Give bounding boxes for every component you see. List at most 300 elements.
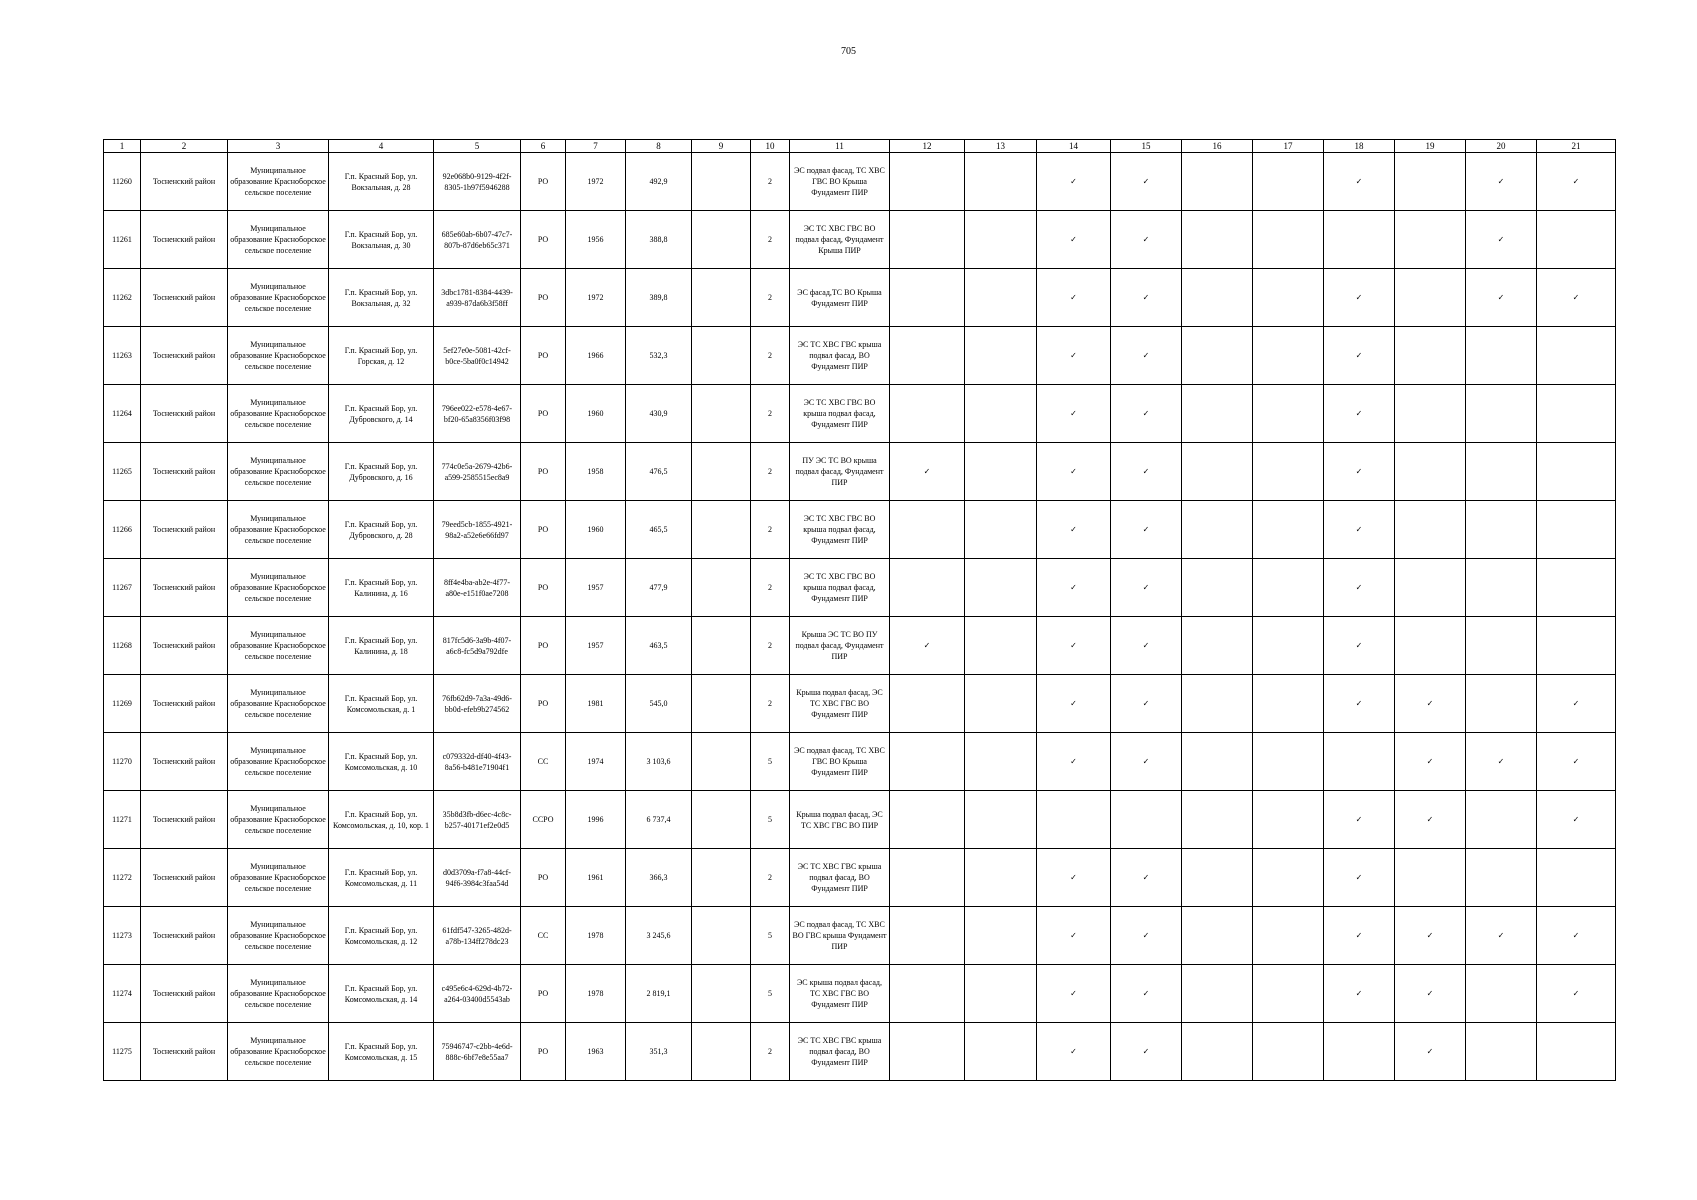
area-cell: 477,9 <box>626 559 692 617</box>
col18-mark: ✓ <box>1324 675 1395 733</box>
area-cell: 492,9 <box>626 153 692 211</box>
col17-mark <box>1253 1023 1324 1081</box>
col13-mark <box>965 675 1037 733</box>
col19-mark: ✓ <box>1395 907 1466 965</box>
col14-mark: ✓ <box>1037 617 1111 675</box>
col21-mark <box>1537 501 1616 559</box>
guid-cell: 774c0e5a-2679-42b6-a599-2585515ec8a9 <box>434 443 521 501</box>
area-cell: 366,3 <box>626 849 692 907</box>
guid-cell: d0d3709a-f7a8-44cf-94f6-3984c3faa54d <box>434 849 521 907</box>
guid-cell: 8ff4e4ba-ab2e-4f77-a80e-e151f0ae7208 <box>434 559 521 617</box>
register-table <box>103 139 1616 1081</box>
col13-mark <box>965 1023 1037 1081</box>
municipality-cell: Муниципальное образование Красноборское сельское поселение <box>228 733 329 791</box>
col20-mark <box>1466 385 1537 443</box>
table-row <box>104 965 1616 1023</box>
table-row <box>104 443 1616 501</box>
col17-mark <box>1253 733 1324 791</box>
table-row <box>104 153 1616 211</box>
col16-mark <box>1182 153 1253 211</box>
col15-mark: ✓ <box>1111 269 1182 327</box>
year-cell: 1960 <box>566 501 626 559</box>
column-header-8: 8 <box>626 140 692 153</box>
area-cell: 6 737,4 <box>626 791 692 849</box>
col14-mark: ✓ <box>1037 965 1111 1023</box>
col17-mark <box>1253 675 1324 733</box>
address-cell: Г.п. Красный Бор, ул. Дубровского, д. 16 <box>329 443 434 501</box>
col14-mark: ✓ <box>1037 675 1111 733</box>
col15-mark: ✓ <box>1111 965 1182 1023</box>
district-cell: Тосненский район <box>141 849 228 907</box>
col13-mark <box>965 559 1037 617</box>
col20-mark <box>1466 559 1537 617</box>
type-cell: РО <box>521 211 566 269</box>
table-row <box>104 385 1616 443</box>
col16-mark <box>1182 907 1253 965</box>
col18-mark <box>1324 733 1395 791</box>
floors-cell: 2 <box>751 675 790 733</box>
col18-mark: ✓ <box>1324 501 1395 559</box>
col12-mark <box>890 1023 965 1081</box>
guid-cell: 3dbc1781-8384-4439-a939-87da6b3f58ff <box>434 269 521 327</box>
works-cell: Крыша подвал фасад, ЭС ТС ХВС ГВС ВО ПИР <box>790 791 890 849</box>
col16-mark <box>1182 385 1253 443</box>
area-cell: 3 103,6 <box>626 733 692 791</box>
col20-mark <box>1466 617 1537 675</box>
floors-cell: 2 <box>751 327 790 385</box>
guid-cell: c495e6c4-629d-4b72-a264-03400d5543ab <box>434 965 521 1023</box>
col19-mark <box>1395 849 1466 907</box>
table-row <box>104 733 1616 791</box>
row-id-cell: 11262 <box>104 269 141 327</box>
municipality-cell: Муниципальное образование Красноборское сельское поселение <box>228 153 329 211</box>
district-cell: Тосненский район <box>141 443 228 501</box>
col16-mark <box>1182 733 1253 791</box>
municipality-cell: Муниципальное образование Красноборское сельское поселение <box>228 675 329 733</box>
col18-mark: ✓ <box>1324 385 1395 443</box>
col20-mark <box>1466 791 1537 849</box>
col13-mark <box>965 733 1037 791</box>
column-header-10: 10 <box>751 140 790 153</box>
col9-cell <box>692 501 751 559</box>
column-header-12: 12 <box>890 140 965 153</box>
municipality-cell: Муниципальное образование Красноборское сельское поселение <box>228 443 329 501</box>
col14-mark: ✓ <box>1037 327 1111 385</box>
floors-cell: 2 <box>751 269 790 327</box>
col20-mark <box>1466 849 1537 907</box>
col20-mark <box>1466 965 1537 1023</box>
col12-mark <box>890 327 965 385</box>
col19-mark <box>1395 153 1466 211</box>
col13-mark <box>965 153 1037 211</box>
col15-mark: ✓ <box>1111 907 1182 965</box>
col12-mark <box>890 907 965 965</box>
col12-mark <box>890 849 965 907</box>
address-cell: Г.п. Красный Бор, ул. Горская, д. 12 <box>329 327 434 385</box>
col17-mark <box>1253 559 1324 617</box>
district-cell: Тосненский район <box>141 733 228 791</box>
col17-mark <box>1253 153 1324 211</box>
floors-cell: 2 <box>751 617 790 675</box>
col18-mark: ✓ <box>1324 269 1395 327</box>
row-id-cell: 11272 <box>104 849 141 907</box>
col13-mark <box>965 501 1037 559</box>
year-cell: 1963 <box>566 1023 626 1081</box>
floors-cell: 5 <box>751 733 790 791</box>
col13-mark <box>965 385 1037 443</box>
works-cell: ЭС ТС ХВС ГВС ВО крыша подвал фасад, Фундамент ПИР <box>790 385 890 443</box>
works-cell: ЭС ТС ХВС ГВС ВО подвал фасад, Фундамент Крыша ПИР <box>790 211 890 269</box>
address-cell: Г.п. Красный Бор, ул. Калинина, д. 16 <box>329 559 434 617</box>
row-id-cell: 11265 <box>104 443 141 501</box>
col9-cell <box>692 907 751 965</box>
col15-mark: ✓ <box>1111 559 1182 617</box>
municipality-cell: Муниципальное образование Красноборское сельское поселение <box>228 791 329 849</box>
floors-cell: 2 <box>751 559 790 617</box>
address-cell: Г.п. Красный Бор, ул. Комсомольская, д. 11 <box>329 849 434 907</box>
district-cell: Тосненский район <box>141 965 228 1023</box>
col20-mark: ✓ <box>1466 269 1537 327</box>
column-header-15: 15 <box>1111 140 1182 153</box>
municipality-cell: Муниципальное образование Красноборское сельское поселение <box>228 211 329 269</box>
year-cell: 1996 <box>566 791 626 849</box>
column-header-14: 14 <box>1037 140 1111 153</box>
col9-cell <box>692 675 751 733</box>
district-cell: Тосненский район <box>141 907 228 965</box>
district-cell: Тосненский район <box>141 153 228 211</box>
col14-mark: ✓ <box>1037 269 1111 327</box>
area-cell: 389,8 <box>626 269 692 327</box>
col9-cell <box>692 443 751 501</box>
year-cell: 1972 <box>566 153 626 211</box>
address-cell: Г.п. Красный Бор, ул. Комсомольская, д. 15 <box>329 1023 434 1081</box>
col21-mark: ✓ <box>1537 153 1616 211</box>
guid-cell: 79eed5cb-1855-4921-98a2-a52e6e66fd97 <box>434 501 521 559</box>
area-cell: 465,5 <box>626 501 692 559</box>
row-id-cell: 11266 <box>104 501 141 559</box>
works-cell: Крыша ЭС ТС ВО ПУ подвал фасад, Фундамент ПИР <box>790 617 890 675</box>
row-id-cell: 11268 <box>104 617 141 675</box>
col17-mark <box>1253 385 1324 443</box>
col21-mark <box>1537 559 1616 617</box>
area-cell: 430,9 <box>626 385 692 443</box>
guid-cell: 817fc5d6-3a9b-4f07-a6c8-fc5d9a792dfe <box>434 617 521 675</box>
district-cell: Тосненский район <box>141 675 228 733</box>
area-cell: 3 245,6 <box>626 907 692 965</box>
col16-mark <box>1182 965 1253 1023</box>
year-cell: 1972 <box>566 269 626 327</box>
table-row <box>104 211 1616 269</box>
col18-mark: ✓ <box>1324 153 1395 211</box>
col14-mark: ✓ <box>1037 211 1111 269</box>
row-id-cell: 11275 <box>104 1023 141 1081</box>
col12-mark <box>890 269 965 327</box>
column-header-3: 3 <box>228 140 329 153</box>
table-row <box>104 269 1616 327</box>
col12-mark: ✓ <box>890 443 965 501</box>
col14-mark: ✓ <box>1037 907 1111 965</box>
col16-mark <box>1182 617 1253 675</box>
col18-mark: ✓ <box>1324 791 1395 849</box>
address-cell: Г.п. Красный Бор, ул. Комсомольская, д. 10 <box>329 733 434 791</box>
col9-cell <box>692 849 751 907</box>
col14-mark: ✓ <box>1037 559 1111 617</box>
year-cell: 1981 <box>566 675 626 733</box>
column-number-row <box>104 140 1616 153</box>
type-cell: РО <box>521 153 566 211</box>
type-cell: РО <box>521 1023 566 1081</box>
col13-mark <box>965 907 1037 965</box>
district-cell: Тосненский район <box>141 1023 228 1081</box>
column-header-6: 6 <box>521 140 566 153</box>
row-id-cell: 11271 <box>104 791 141 849</box>
address-cell: Г.п. Красный Бор, ул. Комсомольская, д. 14 <box>329 965 434 1023</box>
type-cell: СС <box>521 907 566 965</box>
table-row <box>104 791 1616 849</box>
col20-mark: ✓ <box>1466 211 1537 269</box>
column-header-7: 7 <box>566 140 626 153</box>
col13-mark <box>965 965 1037 1023</box>
column-header-13: 13 <box>965 140 1037 153</box>
col16-mark <box>1182 501 1253 559</box>
works-cell: ЭС ТС ХВС ГВС ВО крыша подвал фасад, Фундамент ПИР <box>790 501 890 559</box>
col9-cell <box>692 559 751 617</box>
area-cell: 463,5 <box>626 617 692 675</box>
col14-mark: ✓ <box>1037 443 1111 501</box>
col17-mark <box>1253 617 1324 675</box>
col9-cell <box>692 617 751 675</box>
col19-mark: ✓ <box>1395 1023 1466 1081</box>
col15-mark: ✓ <box>1111 501 1182 559</box>
col19-mark <box>1395 269 1466 327</box>
floors-cell: 5 <box>751 965 790 1023</box>
col15-mark: ✓ <box>1111 327 1182 385</box>
col21-mark <box>1537 1023 1616 1081</box>
col17-mark <box>1253 501 1324 559</box>
col21-mark: ✓ <box>1537 907 1616 965</box>
row-id-cell: 11273 <box>104 907 141 965</box>
col14-mark: ✓ <box>1037 733 1111 791</box>
year-cell: 1956 <box>566 211 626 269</box>
column-header-16: 16 <box>1182 140 1253 153</box>
guid-cell: 5ef27e0e-5081-42cf-b0ce-5ba0f0c14942 <box>434 327 521 385</box>
municipality-cell: Муниципальное образование Красноборское сельское поселение <box>228 327 329 385</box>
municipality-cell: Муниципальное образование Красноборское сельское поселение <box>228 385 329 443</box>
col12-mark <box>890 675 965 733</box>
col20-mark <box>1466 1023 1537 1081</box>
year-cell: 1961 <box>566 849 626 907</box>
works-cell: ЭС ТС ХВС ГВС ВО крыша подвал фасад, Фундамент ПИР <box>790 559 890 617</box>
type-cell: РО <box>521 849 566 907</box>
floors-cell: 5 <box>751 791 790 849</box>
address-cell: Г.п. Красный Бор, ул. Дубровского, д. 28 <box>329 501 434 559</box>
district-cell: Тосненский район <box>141 327 228 385</box>
col21-mark <box>1537 211 1616 269</box>
col17-mark <box>1253 211 1324 269</box>
col16-mark <box>1182 559 1253 617</box>
municipality-cell: Муниципальное образование Красноборское сельское поселение <box>228 849 329 907</box>
col19-mark: ✓ <box>1395 733 1466 791</box>
row-id-cell: 11264 <box>104 385 141 443</box>
col16-mark <box>1182 269 1253 327</box>
col19-mark <box>1395 443 1466 501</box>
row-id-cell: 11261 <box>104 211 141 269</box>
col19-mark: ✓ <box>1395 965 1466 1023</box>
col19-mark <box>1395 327 1466 385</box>
col15-mark: ✓ <box>1111 617 1182 675</box>
col16-mark <box>1182 327 1253 385</box>
column-header-20: 20 <box>1466 140 1537 153</box>
col19-mark <box>1395 617 1466 675</box>
col14-mark: ✓ <box>1037 385 1111 443</box>
col17-mark <box>1253 849 1324 907</box>
col17-mark <box>1253 269 1324 327</box>
col21-mark: ✓ <box>1537 965 1616 1023</box>
col20-mark: ✓ <box>1466 733 1537 791</box>
col12-mark <box>890 733 965 791</box>
municipality-cell: Муниципальное образование Красноборское сельское поселение <box>228 501 329 559</box>
col15-mark: ✓ <box>1111 443 1182 501</box>
address-cell: Г.п. Красный Бор, ул. Дубровского, д. 14 <box>329 385 434 443</box>
works-cell: ПУ ЭС ТС ВО крыша подвал фасад, Фундамент ПИР <box>790 443 890 501</box>
col19-mark: ✓ <box>1395 791 1466 849</box>
col19-mark <box>1395 385 1466 443</box>
col18-mark: ✓ <box>1324 849 1395 907</box>
district-cell: Тосненский район <box>141 501 228 559</box>
col21-mark <box>1537 849 1616 907</box>
col19-mark <box>1395 501 1466 559</box>
municipality-cell: Муниципальное образование Красноборское сельское поселение <box>228 907 329 965</box>
row-id-cell: 11267 <box>104 559 141 617</box>
year-cell: 1957 <box>566 617 626 675</box>
address-cell: Г.п. Красный Бор, ул. Вокзальная, д. 32 <box>329 269 434 327</box>
year-cell: 1974 <box>566 733 626 791</box>
works-cell: ЭС фасад,ТС ВО Крыша Фундамент ПИР <box>790 269 890 327</box>
table-row <box>104 907 1616 965</box>
address-cell: Г.п. Красный Бор, ул. Комсомольская, д. 12 <box>329 907 434 965</box>
column-header-1: 1 <box>104 140 141 153</box>
col9-cell <box>692 327 751 385</box>
district-cell: Тосненский район <box>141 211 228 269</box>
table-row <box>104 675 1616 733</box>
works-cell: ЭС ТС ХВС ГВС крыша подвал фасад, ВО Фундамент ПИР <box>790 849 890 907</box>
municipality-cell: Муниципальное образование Красноборское сельское поселение <box>228 559 329 617</box>
municipality-cell: Муниципальное образование Красноборское сельское поселение <box>228 617 329 675</box>
col15-mark: ✓ <box>1111 385 1182 443</box>
col12-mark <box>890 501 965 559</box>
col14-mark: ✓ <box>1037 153 1111 211</box>
works-cell: ЭС подвал фасад, ТС ХВС ГВС ВО Крыша Фундамент ПИР <box>790 733 890 791</box>
col16-mark <box>1182 849 1253 907</box>
table-row <box>104 501 1616 559</box>
row-id-cell: 11260 <box>104 153 141 211</box>
works-cell: ЭС крыша подвал фасад, ТС ХВС ГВС ВО Фундамент ПИР <box>790 965 890 1023</box>
guid-cell: 92e068b0-9129-4f2f-8305-1b97f5946288 <box>434 153 521 211</box>
column-header-9: 9 <box>692 140 751 153</box>
column-header-4: 4 <box>329 140 434 153</box>
district-cell: Тосненский район <box>141 559 228 617</box>
type-cell: РО <box>521 965 566 1023</box>
district-cell: Тосненский район <box>141 791 228 849</box>
col12-mark <box>890 559 965 617</box>
municipality-cell: Муниципальное образование Красноборское сельское поселение <box>228 269 329 327</box>
col15-mark: ✓ <box>1111 211 1182 269</box>
guid-cell: 35b8d3fb-d6ec-4c8c-b257-40171ef2e0d5 <box>434 791 521 849</box>
col13-mark <box>965 269 1037 327</box>
area-cell: 388,8 <box>626 211 692 269</box>
col9-cell <box>692 1023 751 1081</box>
district-cell: Тосненский район <box>141 617 228 675</box>
col12-mark <box>890 791 965 849</box>
col9-cell <box>692 385 751 443</box>
guid-cell: c079332d-df40-4f43-8a56-b481e71904f1 <box>434 733 521 791</box>
col12-mark <box>890 211 965 269</box>
col9-cell <box>692 965 751 1023</box>
guid-cell: 796ee022-e578-4e67-bf20-65a8356f03f98 <box>434 385 521 443</box>
column-header-21: 21 <box>1537 140 1616 153</box>
table-row <box>104 617 1616 675</box>
col14-mark <box>1037 791 1111 849</box>
col17-mark <box>1253 965 1324 1023</box>
col12-mark <box>890 385 965 443</box>
col15-mark <box>1111 791 1182 849</box>
floors-cell: 2 <box>751 849 790 907</box>
floors-cell: 2 <box>751 153 790 211</box>
row-id-cell: 11270 <box>104 733 141 791</box>
col21-mark: ✓ <box>1537 733 1616 791</box>
year-cell: 1958 <box>566 443 626 501</box>
col21-mark: ✓ <box>1537 269 1616 327</box>
col15-mark: ✓ <box>1111 1023 1182 1081</box>
type-cell: РО <box>521 675 566 733</box>
col9-cell <box>692 153 751 211</box>
area-cell: 532,3 <box>626 327 692 385</box>
column-header-19: 19 <box>1395 140 1466 153</box>
works-cell: ЭС подвал фасад, ТС ХВС ГВС ВО Крыша Фундамент ПИР <box>790 153 890 211</box>
type-cell: РО <box>521 501 566 559</box>
col20-mark: ✓ <box>1466 907 1537 965</box>
address-cell: Г.п. Красный Бор, ул. Вокзальная, д. 30 <box>329 211 434 269</box>
col14-mark: ✓ <box>1037 849 1111 907</box>
guid-cell: 685e60ab-6b07-47c7-807b-87d6eb65c371 <box>434 211 521 269</box>
col20-mark <box>1466 443 1537 501</box>
address-cell: Г.п. Красный Бор, ул. Калинина, д. 18 <box>329 617 434 675</box>
address-cell: Г.п. Красный Бор, ул. Вокзальная, д. 28 <box>329 153 434 211</box>
col21-mark: ✓ <box>1537 791 1616 849</box>
type-cell: РО <box>521 617 566 675</box>
guid-cell: 61fdf547-3265-482d-a78b-134ff278dc23 <box>434 907 521 965</box>
works-cell: Крыша подвал фасад, ЭС ТС ХВС ГВС ВО Фундамент ПИР <box>790 675 890 733</box>
floors-cell: 2 <box>751 1023 790 1081</box>
year-cell: 1978 <box>566 965 626 1023</box>
type-cell: СС <box>521 733 566 791</box>
col13-mark <box>965 617 1037 675</box>
col13-mark <box>965 443 1037 501</box>
municipality-cell: Муниципальное образование Красноборское сельское поселение <box>228 965 329 1023</box>
col14-mark: ✓ <box>1037 501 1111 559</box>
col13-mark <box>965 211 1037 269</box>
year-cell: 1966 <box>566 327 626 385</box>
district-cell: Тосненский район <box>141 385 228 443</box>
col19-mark <box>1395 211 1466 269</box>
col16-mark <box>1182 791 1253 849</box>
col20-mark: ✓ <box>1466 153 1537 211</box>
col15-mark: ✓ <box>1111 153 1182 211</box>
works-cell: ЭС ТС ХВС ГВС крыша подвал фасад, ВО Фундамент ПИР <box>790 1023 890 1081</box>
year-cell: 1978 <box>566 907 626 965</box>
col21-mark: ✓ <box>1537 675 1616 733</box>
floors-cell: 5 <box>751 907 790 965</box>
